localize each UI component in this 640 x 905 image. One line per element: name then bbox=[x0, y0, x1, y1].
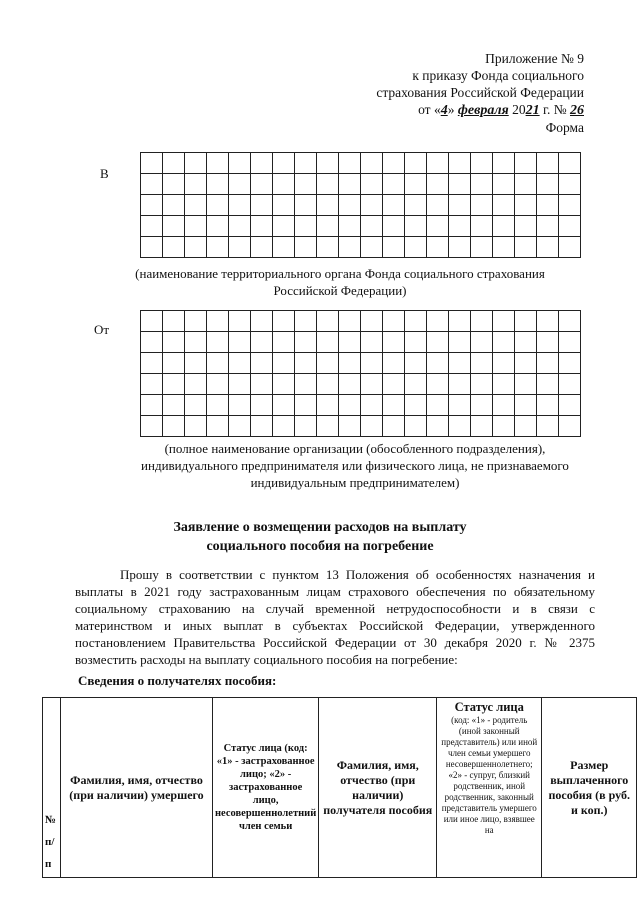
grid-cell[interactable] bbox=[537, 332, 559, 353]
grid-cell[interactable] bbox=[493, 311, 515, 332]
grid-cell[interactable] bbox=[317, 332, 339, 353]
grid-cell[interactable] bbox=[361, 374, 383, 395]
grid-cell[interactable] bbox=[537, 374, 559, 395]
grid-cell[interactable] bbox=[537, 353, 559, 374]
from-caption bbox=[120, 440, 590, 491]
grid-cell[interactable] bbox=[185, 153, 207, 174]
appendix-header bbox=[376, 50, 584, 136]
grid-cell[interactable] bbox=[449, 416, 471, 437]
grid-cell[interactable] bbox=[361, 174, 383, 195]
grid-cell[interactable] bbox=[141, 153, 163, 174]
grid-cell[interactable] bbox=[273, 353, 295, 374]
grid-cell[interactable] bbox=[515, 332, 537, 353]
grid-cell[interactable] bbox=[405, 216, 427, 237]
col-amount-header: Размер выплаченного пособия (в руб. и коп.) bbox=[542, 698, 637, 878]
grid-cell[interactable] bbox=[207, 174, 229, 195]
grid-cell[interactable] bbox=[559, 353, 581, 374]
request-paragraph bbox=[75, 566, 595, 668]
grid-cell[interactable] bbox=[449, 195, 471, 216]
grid-cell[interactable] bbox=[185, 237, 207, 258]
year-prefix: 20 bbox=[508, 102, 526, 117]
grid-cell[interactable] bbox=[471, 195, 493, 216]
grid-cell[interactable] bbox=[229, 237, 251, 258]
grid-cell[interactable] bbox=[251, 153, 273, 174]
col-status-deceased-header: Статус лица (код: «1» - застрахованное лицо; «2» - застрахованное лицо, несовершеннолетний член семьи bbox=[213, 698, 319, 878]
grid-cell[interactable] bbox=[207, 216, 229, 237]
grid-cell[interactable] bbox=[163, 237, 185, 258]
grid-cell[interactable] bbox=[207, 374, 229, 395]
grid-cell[interactable] bbox=[317, 216, 339, 237]
grid-cell[interactable] bbox=[383, 332, 405, 353]
col-number-pp-1: п/ bbox=[45, 836, 55, 848]
grid-cell[interactable] bbox=[185, 216, 207, 237]
grid-cell[interactable] bbox=[207, 332, 229, 353]
grid-cell[interactable] bbox=[273, 374, 295, 395]
grid-cell[interactable] bbox=[295, 332, 317, 353]
grid-cell[interactable] bbox=[339, 174, 361, 195]
grid-cell[interactable] bbox=[449, 395, 471, 416]
grid-cell[interactable] bbox=[295, 416, 317, 437]
grid-cell[interactable] bbox=[317, 237, 339, 258]
to-entry-grid[interactable] bbox=[140, 152, 581, 258]
grid-cell[interactable] bbox=[515, 311, 537, 332]
grid-cell[interactable] bbox=[185, 353, 207, 374]
grid-cell[interactable] bbox=[449, 237, 471, 258]
grid-cell[interactable] bbox=[251, 216, 273, 237]
grid-cell[interactable] bbox=[317, 311, 339, 332]
to-caption-line-2: Российской Федерации) bbox=[273, 283, 407, 298]
grid-cell[interactable] bbox=[229, 416, 251, 437]
grid-cell[interactable] bbox=[339, 332, 361, 353]
grid-cell[interactable] bbox=[537, 174, 559, 195]
grid-cell[interactable] bbox=[515, 416, 537, 437]
grid-cell[interactable] bbox=[317, 174, 339, 195]
status-title: Статус лица bbox=[454, 700, 524, 714]
grid-cell[interactable] bbox=[361, 237, 383, 258]
grid-cell[interactable] bbox=[559, 332, 581, 353]
grid-cell[interactable] bbox=[273, 174, 295, 195]
grid-cell[interactable] bbox=[229, 353, 251, 374]
grid-cell[interactable] bbox=[383, 374, 405, 395]
grid-cell[interactable] bbox=[427, 311, 449, 332]
grid-cell[interactable] bbox=[163, 353, 185, 374]
grid-cell[interactable] bbox=[383, 353, 405, 374]
grid-row bbox=[141, 416, 581, 437]
grid-cell[interactable] bbox=[559, 311, 581, 332]
grid-cell[interactable] bbox=[339, 416, 361, 437]
grid-cell[interactable] bbox=[471, 395, 493, 416]
grid-cell[interactable] bbox=[471, 237, 493, 258]
to-caption-line-1: (наименование территориального органа Фонда социального страхования bbox=[135, 266, 545, 281]
number-prefix: г. № bbox=[539, 102, 570, 117]
grid-cell[interactable] bbox=[361, 395, 383, 416]
grid-cell[interactable] bbox=[229, 332, 251, 353]
col-number-symbol: № bbox=[45, 814, 57, 826]
grid-cell[interactable] bbox=[141, 395, 163, 416]
request-text: Прошу в соответствии с пунктом 13 Положения об особенностях назначения и выплаты в 2021 году застрахованным лицам страхового обеспечения по обязательному социальному страхованию на случай временной нетрудоспособности и в связи с материнством и иных выплат в субъектах Российской Федерации, утвержденного постановлением Правительства Российской Федерации от 30 декабря 2020 г. № 2375 возместить расходы на выплату социального пособия на погребение: bbox=[75, 567, 595, 667]
date-day: 4 bbox=[440, 103, 448, 118]
grid-cell[interactable] bbox=[405, 395, 427, 416]
appendix-number: Приложение № 9 bbox=[485, 51, 584, 66]
grid-cell[interactable] bbox=[405, 237, 427, 258]
grid-cell[interactable] bbox=[427, 416, 449, 437]
grid-cell[interactable] bbox=[207, 416, 229, 437]
grid-row bbox=[141, 332, 581, 353]
grid-cell[interactable] bbox=[515, 395, 537, 416]
grid-cell[interactable] bbox=[163, 332, 185, 353]
grid-cell[interactable] bbox=[559, 395, 581, 416]
grid-cell[interactable] bbox=[141, 374, 163, 395]
grid-cell[interactable] bbox=[493, 153, 515, 174]
grid-cell[interactable] bbox=[537, 153, 559, 174]
grid-cell[interactable] bbox=[471, 332, 493, 353]
grid-cell[interactable] bbox=[295, 395, 317, 416]
grid-cell[interactable] bbox=[295, 353, 317, 374]
grid-cell[interactable] bbox=[273, 153, 295, 174]
grid-cell[interactable] bbox=[471, 174, 493, 195]
grid-cell[interactable] bbox=[207, 153, 229, 174]
grid-cell[interactable] bbox=[427, 237, 449, 258]
grid-cell[interactable] bbox=[493, 216, 515, 237]
grid-cell[interactable] bbox=[383, 195, 405, 216]
grid-cell[interactable] bbox=[471, 153, 493, 174]
grid-cell[interactable] bbox=[229, 395, 251, 416]
grid-cell[interactable] bbox=[515, 374, 537, 395]
grid-cell[interactable] bbox=[317, 195, 339, 216]
grid-cell[interactable] bbox=[317, 416, 339, 437]
from-caption-line-2: индивидуального предпринимателя или физического лица, не признаваемого bbox=[141, 458, 569, 473]
grid-cell[interactable] bbox=[251, 195, 273, 216]
grid-cell[interactable] bbox=[515, 174, 537, 195]
grid-cell[interactable] bbox=[471, 311, 493, 332]
from-caption-line-1: (полное наименование организации (обособленного подразделения), bbox=[164, 441, 546, 456]
grid-cell[interactable] bbox=[207, 311, 229, 332]
grid-row bbox=[141, 195, 581, 216]
grid-cell[interactable] bbox=[141, 353, 163, 374]
appendix-order-line: к приказу Фонда социального bbox=[412, 68, 584, 83]
grid-cell[interactable] bbox=[493, 416, 515, 437]
grid-cell[interactable] bbox=[405, 416, 427, 437]
grid-cell[interactable] bbox=[361, 416, 383, 437]
grid-cell[interactable] bbox=[427, 374, 449, 395]
col-recipient-header: Фамилия, имя, отчество (при наличии) получателя пособия bbox=[319, 698, 437, 878]
grid-cell[interactable] bbox=[185, 395, 207, 416]
grid-cell[interactable] bbox=[163, 195, 185, 216]
grid-cell[interactable] bbox=[449, 374, 471, 395]
grid-row bbox=[141, 216, 581, 237]
grid-cell[interactable] bbox=[559, 216, 581, 237]
grid-cell[interactable] bbox=[427, 353, 449, 374]
from-label: От bbox=[94, 322, 110, 337]
grid-row bbox=[141, 374, 581, 395]
grid-cell[interactable] bbox=[185, 174, 207, 195]
grid-cell[interactable] bbox=[493, 395, 515, 416]
grid-cell[interactable] bbox=[163, 416, 185, 437]
grid-cell[interactable] bbox=[449, 311, 471, 332]
order-number: 26 bbox=[570, 103, 584, 118]
grid-cell[interactable] bbox=[339, 311, 361, 332]
grid-cell[interactable] bbox=[449, 153, 471, 174]
grid-cell[interactable] bbox=[427, 174, 449, 195]
grid-cell[interactable] bbox=[449, 216, 471, 237]
grid-cell[interactable] bbox=[427, 216, 449, 237]
grid-cell[interactable] bbox=[251, 311, 273, 332]
grid-cell[interactable] bbox=[339, 195, 361, 216]
grid-cell[interactable] bbox=[339, 216, 361, 237]
grid-cell[interactable] bbox=[295, 153, 317, 174]
grid-cell[interactable] bbox=[427, 395, 449, 416]
grid-cell[interactable] bbox=[405, 332, 427, 353]
col-deceased-header: Фамилия, имя, отчество (при наличии) умершего bbox=[61, 698, 213, 878]
grid-cell[interactable] bbox=[361, 195, 383, 216]
grid-cell[interactable] bbox=[251, 353, 273, 374]
grid-cell[interactable] bbox=[427, 195, 449, 216]
grid-cell[interactable] bbox=[295, 374, 317, 395]
grid-row bbox=[141, 395, 581, 416]
grid-cell[interactable] bbox=[207, 395, 229, 416]
grid-cell[interactable] bbox=[537, 395, 559, 416]
grid-cell[interactable] bbox=[185, 311, 207, 332]
grid-cell[interactable] bbox=[273, 237, 295, 258]
grid-cell[interactable] bbox=[229, 216, 251, 237]
grid-cell[interactable] bbox=[339, 237, 361, 258]
date-year: 21 bbox=[525, 103, 540, 118]
grid-cell[interactable] bbox=[471, 374, 493, 395]
to-label: В bbox=[100, 166, 109, 181]
grid-cell[interactable] bbox=[537, 195, 559, 216]
grid-cell[interactable] bbox=[427, 153, 449, 174]
grid-cell[interactable] bbox=[141, 237, 163, 258]
grid-cell[interactable] bbox=[273, 195, 295, 216]
grid-cell[interactable] bbox=[229, 195, 251, 216]
grid-cell[interactable] bbox=[339, 153, 361, 174]
grid-cell[interactable] bbox=[559, 195, 581, 216]
grid-cell[interactable] bbox=[537, 311, 559, 332]
grid-cell[interactable] bbox=[493, 174, 515, 195]
grid-cell[interactable] bbox=[207, 195, 229, 216]
grid-cell[interactable] bbox=[273, 311, 295, 332]
grid-cell[interactable] bbox=[361, 311, 383, 332]
grid-cell[interactable] bbox=[163, 216, 185, 237]
grid-cell[interactable] bbox=[449, 353, 471, 374]
grid-cell[interactable] bbox=[405, 374, 427, 395]
grid-cell[interactable] bbox=[251, 374, 273, 395]
grid-cell[interactable] bbox=[515, 216, 537, 237]
grid-cell[interactable] bbox=[185, 332, 207, 353]
grid-cell[interactable] bbox=[273, 416, 295, 437]
grid-cell[interactable] bbox=[251, 237, 273, 258]
grid-cell[interactable] bbox=[493, 237, 515, 258]
grid-cell[interactable] bbox=[493, 374, 515, 395]
grid-cell[interactable] bbox=[471, 353, 493, 374]
grid-cell[interactable] bbox=[405, 195, 427, 216]
grid-cell[interactable] bbox=[383, 216, 405, 237]
grid-cell[interactable] bbox=[515, 237, 537, 258]
grid-cell[interactable] bbox=[273, 332, 295, 353]
grid-cell[interactable] bbox=[493, 195, 515, 216]
grid-cell[interactable] bbox=[493, 353, 515, 374]
grid-cell[interactable] bbox=[559, 416, 581, 437]
grid-cell[interactable] bbox=[559, 174, 581, 195]
grid-row bbox=[141, 237, 581, 258]
grid-cell[interactable] bbox=[251, 395, 273, 416]
form-label: Форма bbox=[545, 120, 584, 135]
title-line-1: Заявление о возмещении расходов на выплату bbox=[173, 520, 467, 535]
grid-cell[interactable] bbox=[361, 353, 383, 374]
grid-cell[interactable] bbox=[383, 416, 405, 437]
grid-row bbox=[141, 353, 581, 374]
grid-cell[interactable] bbox=[449, 332, 471, 353]
grid-cell[interactable] bbox=[383, 395, 405, 416]
grid-cell[interactable] bbox=[295, 195, 317, 216]
grid-cell[interactable] bbox=[229, 374, 251, 395]
grid-cell[interactable] bbox=[515, 153, 537, 174]
grid-cell[interactable] bbox=[383, 174, 405, 195]
status-codes: (код: «1» - родитель (иной законный представитель) или иной член семьи умершего несовершеннолетнего; «2» - супруг, близкий родственник, иной родственник, законный представитель умершего или иное лицо, взявшее на bbox=[441, 715, 538, 835]
section-title: Сведения о получателях пособия: bbox=[78, 673, 277, 688]
recipients-table bbox=[42, 697, 637, 878]
title-line-2: социального пособия на погребение bbox=[206, 539, 434, 554]
appendix-date-line bbox=[376, 101, 584, 119]
grid-cell[interactable] bbox=[537, 416, 559, 437]
grid-cell[interactable] bbox=[559, 153, 581, 174]
grid-cell[interactable] bbox=[383, 311, 405, 332]
grid-cell[interactable] bbox=[317, 353, 339, 374]
grid-cell[interactable] bbox=[273, 216, 295, 237]
grid-cell[interactable] bbox=[361, 216, 383, 237]
col-status-recipient-header bbox=[437, 698, 542, 878]
grid-cell[interactable] bbox=[405, 311, 427, 332]
grid-cell[interactable] bbox=[361, 153, 383, 174]
grid-cell[interactable] bbox=[185, 195, 207, 216]
grid-row bbox=[141, 153, 581, 174]
grid-cell[interactable] bbox=[273, 395, 295, 416]
table-header-row bbox=[43, 698, 637, 878]
grid-cell[interactable] bbox=[317, 395, 339, 416]
grid-cell[interactable] bbox=[405, 174, 427, 195]
grid-cell[interactable] bbox=[339, 374, 361, 395]
grid-cell[interactable] bbox=[251, 174, 273, 195]
grid-cell[interactable] bbox=[449, 174, 471, 195]
grid-cell[interactable] bbox=[361, 332, 383, 353]
grid-cell[interactable] bbox=[295, 174, 317, 195]
grid-cell[interactable] bbox=[493, 332, 515, 353]
grid-cell[interactable] bbox=[317, 374, 339, 395]
grid-cell[interactable] bbox=[141, 416, 163, 437]
grid-row bbox=[141, 311, 581, 332]
grid-cell[interactable] bbox=[207, 237, 229, 258]
grid-cell[interactable] bbox=[339, 395, 361, 416]
grid-cell[interactable] bbox=[559, 237, 581, 258]
date-prefix: от « bbox=[418, 102, 441, 117]
grid-cell[interactable] bbox=[141, 216, 163, 237]
col-number-header bbox=[43, 698, 61, 878]
grid-cell[interactable] bbox=[163, 395, 185, 416]
grid-cell[interactable] bbox=[317, 153, 339, 174]
grid-cell[interactable] bbox=[229, 174, 251, 195]
grid-cell[interactable] bbox=[185, 416, 207, 437]
date-mid: » bbox=[447, 102, 458, 117]
grid-cell[interactable] bbox=[537, 237, 559, 258]
from-caption-line-3: индивидуальным предпринимателем) bbox=[250, 475, 460, 490]
grid-cell[interactable] bbox=[559, 374, 581, 395]
grid-cell[interactable] bbox=[515, 195, 537, 216]
grid-cell[interactable] bbox=[141, 311, 163, 332]
grid-cell[interactable] bbox=[163, 374, 185, 395]
grid-cell[interactable] bbox=[141, 195, 163, 216]
grid-cell[interactable] bbox=[141, 174, 163, 195]
grid-cell[interactable] bbox=[229, 153, 251, 174]
grid-cell[interactable] bbox=[383, 153, 405, 174]
grid-cell[interactable] bbox=[515, 353, 537, 374]
grid-cell[interactable] bbox=[163, 153, 185, 174]
grid-cell[interactable] bbox=[537, 216, 559, 237]
grid-cell[interactable] bbox=[295, 237, 317, 258]
grid-cell[interactable] bbox=[163, 311, 185, 332]
grid-cell[interactable] bbox=[185, 374, 207, 395]
grid-cell[interactable] bbox=[295, 311, 317, 332]
grid-cell[interactable] bbox=[339, 353, 361, 374]
grid-cell[interactable] bbox=[383, 237, 405, 258]
from-entry-grid[interactable] bbox=[140, 310, 581, 437]
grid-cell[interactable] bbox=[251, 416, 273, 437]
grid-row bbox=[141, 174, 581, 195]
grid-cell[interactable] bbox=[295, 216, 317, 237]
grid-cell[interactable] bbox=[163, 174, 185, 195]
grid-cell[interactable] bbox=[427, 332, 449, 353]
grid-cell[interactable] bbox=[229, 311, 251, 332]
grid-cell[interactable] bbox=[405, 153, 427, 174]
grid-cell[interactable] bbox=[471, 416, 493, 437]
to-caption bbox=[120, 265, 560, 299]
grid-cell[interactable] bbox=[471, 216, 493, 237]
col-number-pp-2: п bbox=[45, 858, 52, 870]
grid-cell[interactable] bbox=[141, 332, 163, 353]
date-month: февраля bbox=[457, 103, 509, 118]
appendix-fund-line: страхования Российской Федерации bbox=[376, 85, 584, 100]
document-title bbox=[0, 518, 640, 556]
grid-cell[interactable] bbox=[251, 332, 273, 353]
grid-cell[interactable] bbox=[207, 353, 229, 374]
grid-cell[interactable] bbox=[405, 353, 427, 374]
